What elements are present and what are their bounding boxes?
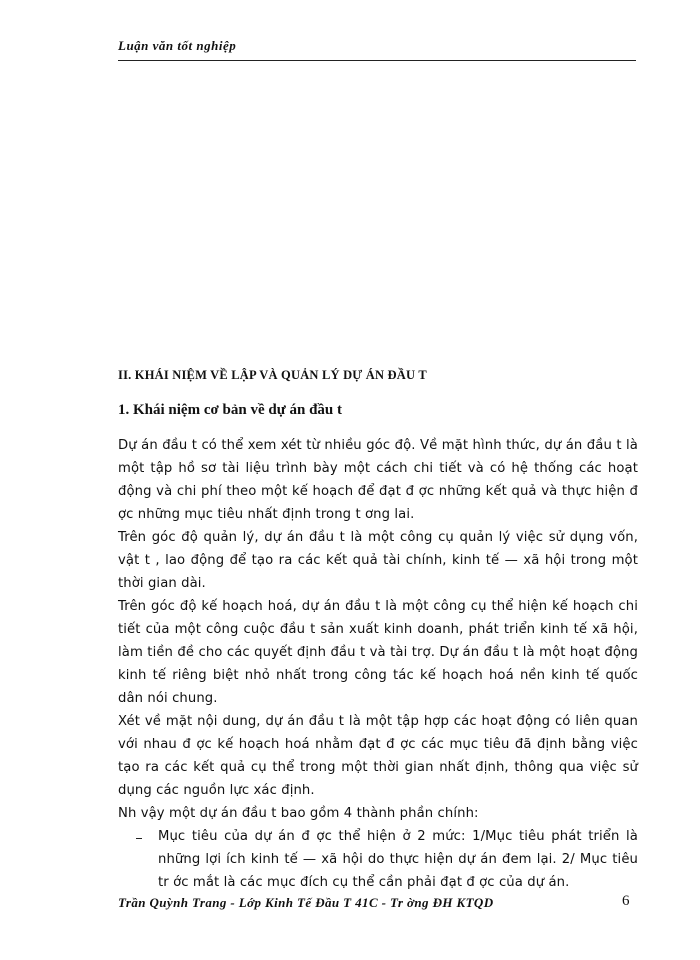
list-item-text: Mục tiêu của dự án đ ợc thể hiện ở 2 mức: 1/Mục tiêu phát triển là những lợi ích kinh tế — xã hội do thực hiện dự án đem lại. 2/ Mục tiêu tr ớc mắt là các mục đích cụ thể cần phải đạt đ ợc của dự án.: [158, 829, 638, 890]
paragraph-management-view: Trên góc độ quản lý, dự án đầu t là một công cụ quản lý việc sử dụng vốn, vật t , lao động để tạo ra các kết quả tài chính, kinh tế — xã hội trong một thời gian dài.: [118, 530, 638, 591]
dash-bullet-icon: [118, 825, 158, 894]
body-text: [118, 434, 638, 894]
paragraph-planning-view: Trên góc độ kế hoạch hoá, dự án đầu t là một công cụ thể hiện kế hoạch chi tiết của một công cuộc đầu t sản xuất kinh doanh, phát triển kinh tế xã hội, làm tiền đề cho các quyết định đầu t và tài trợ. Dự án đầu t là một hoạt động kinh tế riêng biệt nhỏ nhất trong công tác kế hoạch hoá nền kinh tế quốc dân nói chung.: [118, 599, 638, 706]
page-number: 6: [622, 893, 630, 909]
paragraph-definition-form: Dự án đầu t có thể xem xét từ nhiều góc độ. Về mặt hình thức, dự án đầu t là một tập hồ sơ tài liệu trình bày một cách chi tiết và có hệ thống các hoạt động và chi phí theo một kế hoạch để đạt đ ợc những kết quả và thực hiện đ ợc những mục tiêu nhất định trong t ơng lai.: [118, 438, 638, 522]
list-item: [118, 825, 638, 894]
subsection-title: 1. Khái niệm cơ bản về dự án đầu t: [118, 402, 343, 418]
footer-author-line: Trần Quỳnh Trang - Lớp Kinh Tế Đầu T 41C - Tr ờng ĐH KTQD: [118, 895, 494, 910]
paragraph-content-view: Xét về mặt nội dung, dự án đầu t là một tập hợp các hoạt động có liên quan với nhau đ ợc kế hoạch hoá nhằm đạt đ ợc các mục tiêu đã định bằng việc tạo ra các kết quả cụ thể trong một thời gian nhất định, thông qua việc sử dụng các nguồn lực xác định.: [118, 714, 638, 798]
section-title: II. KHÁI NIỆM VỀ LẬP VÀ QUẢN LÝ DỰ ÁN ĐẦU T: [118, 368, 427, 382]
running-header: Luận văn tốt nghiệp: [118, 38, 237, 53]
paragraph-components-intro: Nh vậy một dự án đầu t bao gồm 4 thành phần chính:: [118, 806, 479, 821]
header-divider: [118, 60, 636, 61]
